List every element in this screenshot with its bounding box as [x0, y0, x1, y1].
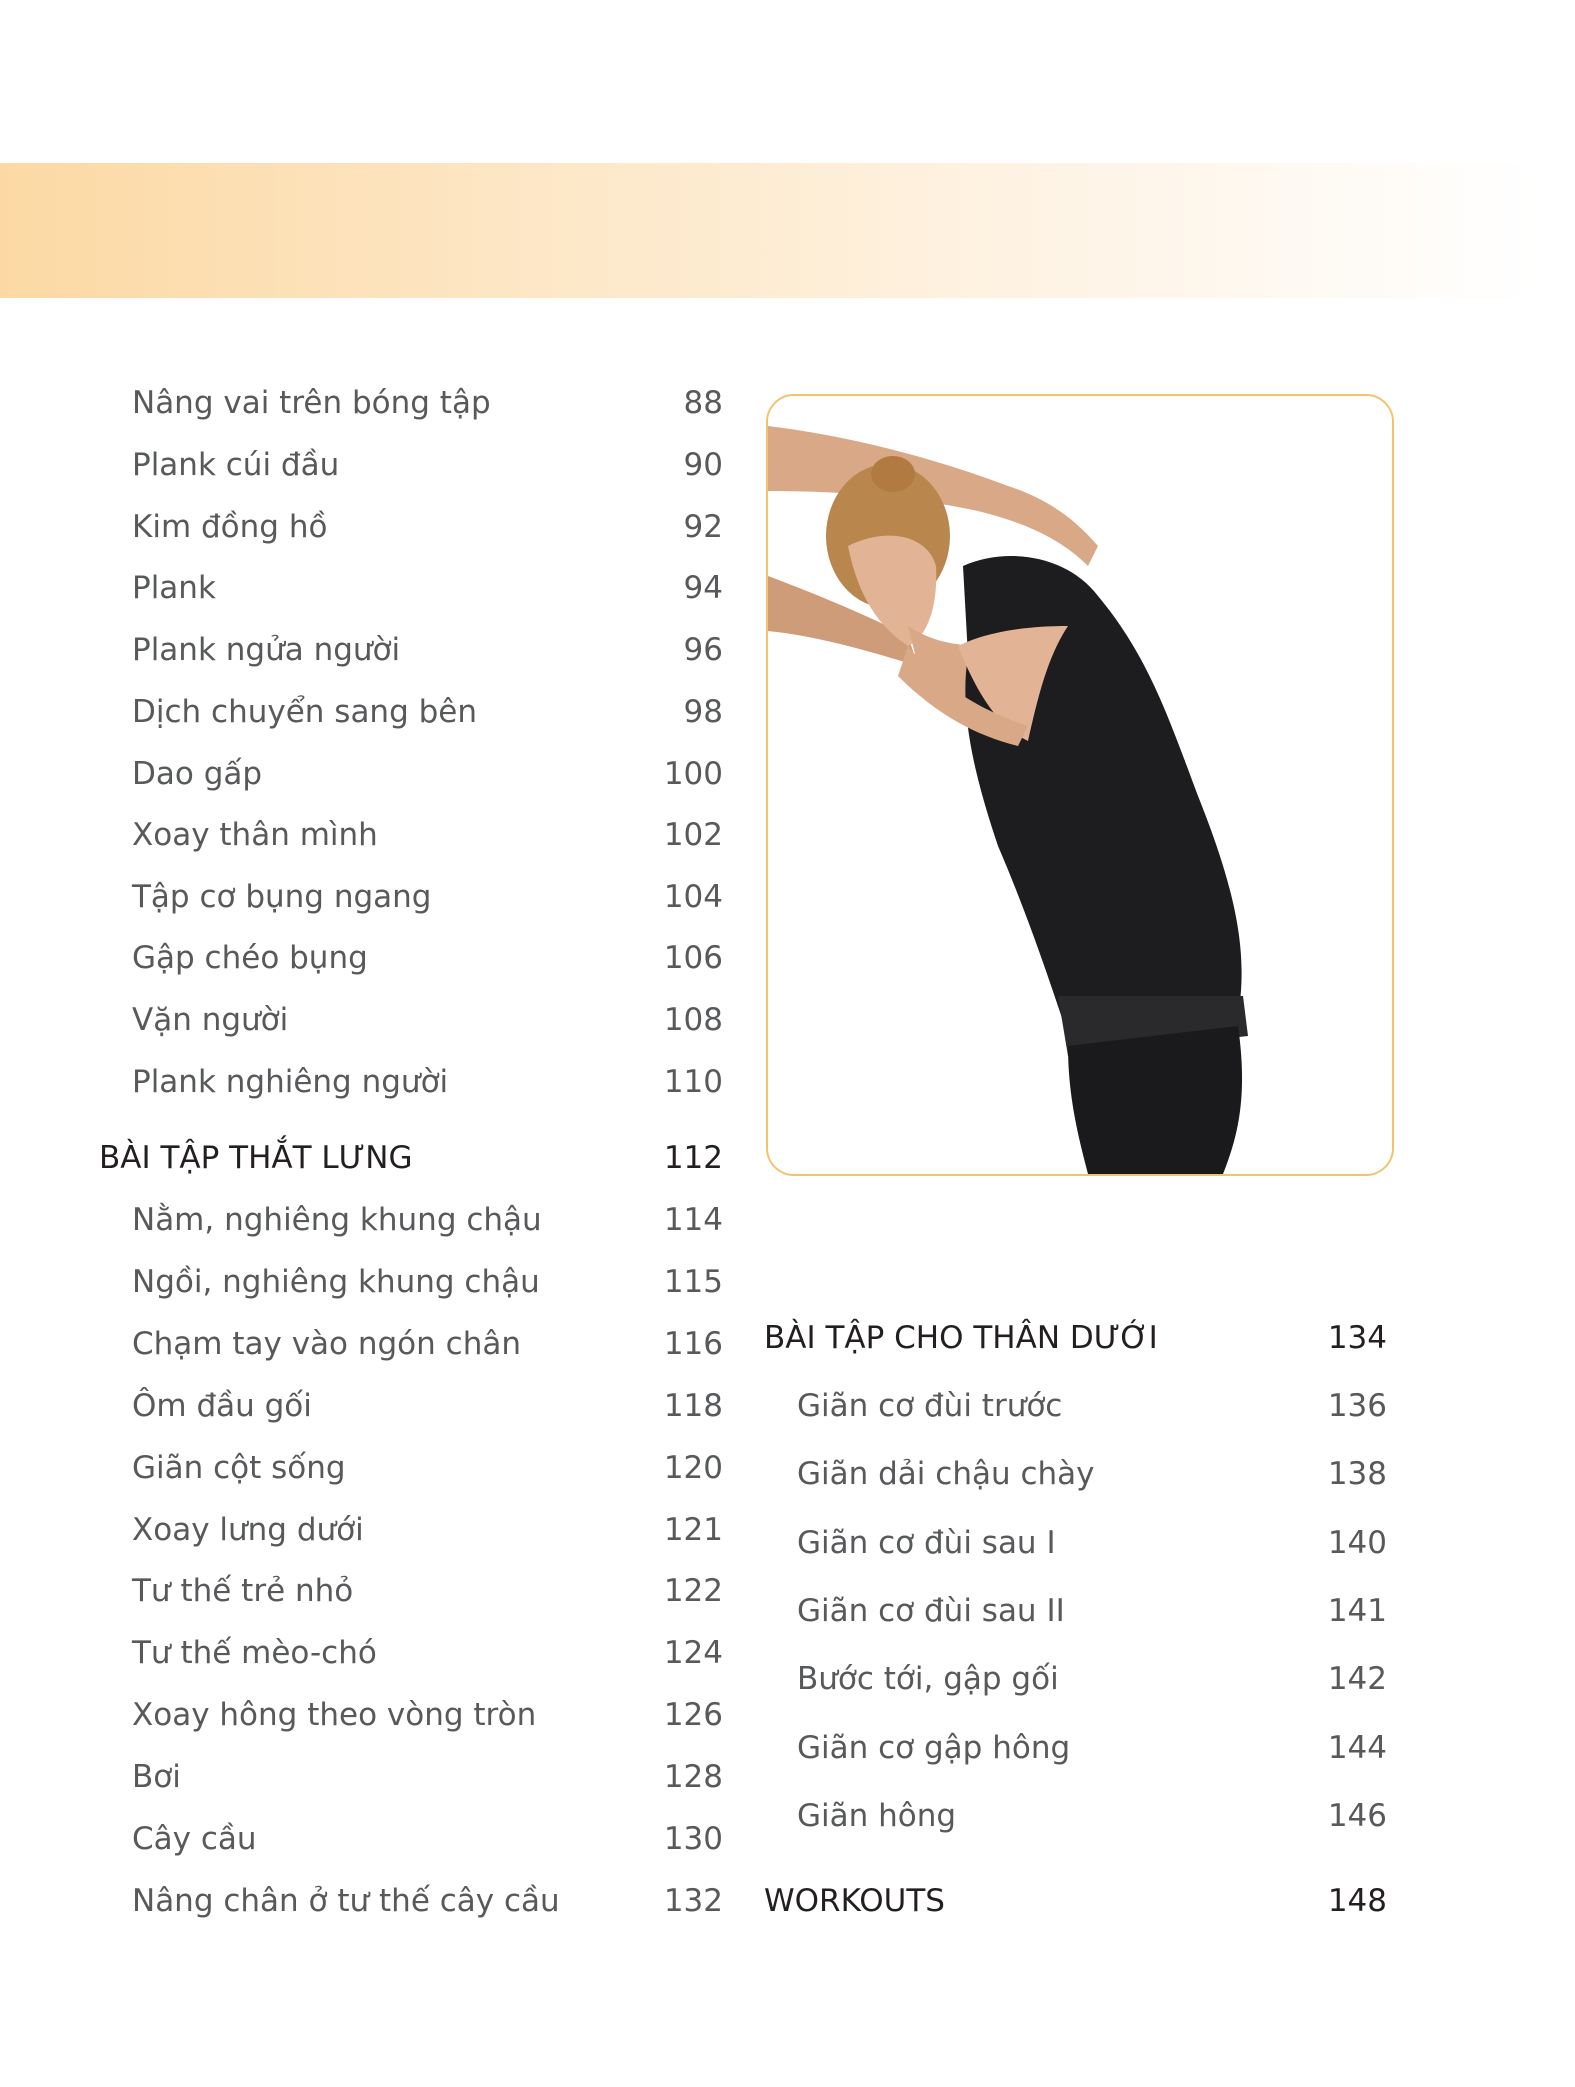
toc-entry-title: Xoay thân mình [132, 817, 378, 853]
toc-entry-title: Xoay hông theo vòng tròn [132, 1697, 537, 1733]
toc-page-number: 115 [663, 1264, 723, 1300]
toc-page-number: 94 [683, 570, 723, 606]
toc-page-number: 110 [663, 1064, 723, 1100]
toc-entry-title: Bước tới, gập gối [797, 1661, 1059, 1697]
toc-page-number: 118 [663, 1388, 723, 1424]
toc-entry-title: BÀI TẬP CHO THÂN DƯỚI [764, 1320, 1158, 1356]
toc-page-number: 108 [663, 1002, 723, 1038]
toc-page-number: 90 [683, 447, 723, 483]
toc-page-number: 146 [1327, 1798, 1387, 1834]
toc-entry-title: Gập chéo bụng [132, 940, 368, 976]
toc-entry-title: Giãn cột sống [132, 1450, 346, 1486]
toc-page-number: 98 [683, 694, 723, 730]
toc-page-number: 140 [1327, 1525, 1387, 1561]
toc-entry-title: Plank ngửa người [132, 632, 401, 668]
toc-page-number: 148 [1327, 1883, 1387, 1919]
toc-entry-title: Plank cúi đầu [132, 447, 340, 483]
toc-page-number: 120 [663, 1450, 723, 1486]
toc-entry-title: Dịch chuyển sang bên [132, 694, 478, 730]
toc-page-number: 136 [1327, 1388, 1387, 1424]
toc-entry-title: BÀI TẬP THẮT LƯNG [99, 1140, 413, 1176]
toc-page-number: 102 [663, 817, 723, 853]
toc-entry-title: Tập cơ bụng ngang [132, 879, 432, 915]
toc-entry-title: Chạm tay vào ngón chân [132, 1326, 521, 1362]
toc-entry-title: Giãn hông [797, 1798, 957, 1834]
toc-entry-title: Dao gấp [132, 756, 263, 792]
exercise-photo [766, 394, 1394, 1176]
woman-stretch-illustration [768, 396, 1392, 1174]
toc-entry-title: Giãn cơ đùi trước [797, 1388, 1063, 1424]
toc-entry-title: Kim đồng hồ [132, 509, 328, 545]
toc-entry-title: WORKOUTS [764, 1883, 945, 1919]
toc-entry-title: Plank nghiêng người [132, 1064, 449, 1100]
toc-page-number: 121 [663, 1512, 723, 1548]
toc-entry-title: Ôm đầu gối [132, 1388, 312, 1424]
toc-page-number: 132 [663, 1883, 723, 1919]
toc-entry-title: Cây cầu [132, 1821, 257, 1857]
toc-page-number: 128 [663, 1759, 723, 1795]
toc-entry-title: Giãn cơ đùi sau II [797, 1593, 1065, 1629]
toc-page-number: 141 [1327, 1593, 1387, 1629]
toc-page-number: 104 [663, 879, 723, 915]
toc-page-number: 88 [683, 385, 723, 421]
toc-page-number: 126 [663, 1697, 723, 1733]
toc-entry-title: Xoay lưng dưới [132, 1512, 364, 1548]
toc-entry-title: Bơi [132, 1759, 181, 1795]
toc-page-number: 116 [663, 1326, 723, 1362]
toc-page-number: 92 [683, 509, 723, 545]
toc-page-number: 114 [663, 1202, 723, 1238]
toc-entry-title: Nâng chân ở tư thế cây cầu [132, 1883, 560, 1919]
toc-entry-title: Giãn cơ đùi sau I [797, 1525, 1056, 1561]
toc-entry-title: Ngồi, nghiêng khung chậu [132, 1264, 540, 1300]
toc-page-number: 144 [1327, 1730, 1387, 1766]
toc-page-number: 122 [663, 1573, 723, 1609]
header-banner [0, 163, 1535, 298]
toc-page-number: 96 [683, 632, 723, 668]
toc-page-number: 106 [663, 940, 723, 976]
toc-page-number: 138 [1327, 1456, 1387, 1492]
toc-entry-title: Nằm, nghiêng khung chậu [132, 1202, 542, 1238]
toc-entry-title: Giãn cơ gập hông [797, 1730, 1071, 1766]
toc-entry-title: Tư thế mèo-chó [132, 1635, 377, 1671]
toc-entry-title: Plank [132, 570, 216, 606]
toc-page-number: 100 [663, 756, 723, 792]
toc-entry-title: Giãn dải chậu chày [797, 1456, 1095, 1492]
toc-page-number: 134 [1327, 1320, 1387, 1356]
toc-entry-title: Vặn người [132, 1002, 289, 1038]
toc-entry-title: Tư thế trẻ nhỏ [132, 1573, 354, 1609]
toc-page-number: 130 [663, 1821, 723, 1857]
toc-page-number: 124 [663, 1635, 723, 1671]
toc-page-number: 142 [1327, 1661, 1387, 1697]
toc-page-number: 112 [663, 1140, 723, 1176]
toc-entry-title: Nâng vai trên bóng tập [132, 385, 491, 421]
